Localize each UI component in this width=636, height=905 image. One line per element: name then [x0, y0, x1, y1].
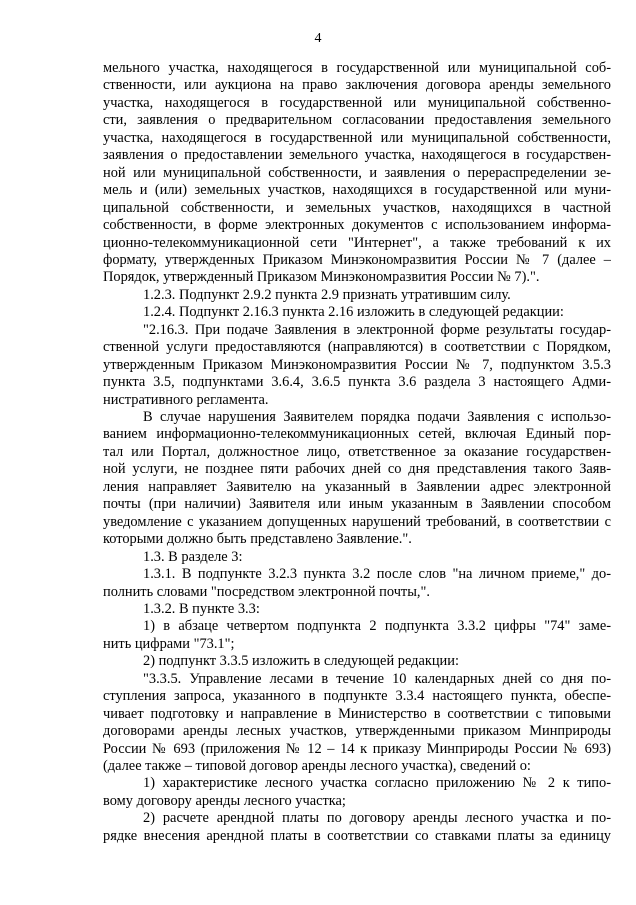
- text-line: рядке внесения арендной платы в соответствии со ставками платы за единицу: [103, 827, 611, 844]
- text-line: 1) характеристике лесного участка согласно приложению № 2 к типо-: [143, 775, 611, 792]
- text-line: В случае нарушения Заявителем порядка подачи Заявления с использо-: [143, 409, 611, 425]
- text-line: России № 693 (приложения № 12 – 14 к приказу Минприроды России № 693): [103, 740, 611, 757]
- text-line: вому договору аренды лесного участка;: [103, 792, 346, 809]
- text-line: полнить словами "посредством электронной почты,".: [103, 583, 430, 600]
- text-line: ционно-телекоммуникационной сети "Интернет", а также требований к их: [103, 234, 611, 251]
- text-line: мельного участка, находящегося в государственной или муниципальной соб-: [103, 60, 611, 76]
- text-line: сти, заявления о предварительном согласовании предоставления земельного: [103, 112, 611, 129]
- text-line: ственной услуги предоставляются (направляются) в соответствии с Порядком,: [103, 339, 611, 356]
- text-line: 1.2.4. Подпункт 2.16.3 пункта 2.16 изложить в следующей редакции:: [143, 304, 564, 321]
- text-line: участка, находящегося в государственной или муниципальной собственно-: [103, 94, 611, 111]
- text-line: Порядок, утвержденный Приказом Минэкономразвития России № 7).".: [103, 269, 540, 286]
- text-line: ципальной собственности, и земельных участков, находящихся в частной: [103, 199, 611, 216]
- text-line: 1.3. В разделе 3:: [143, 548, 243, 565]
- text-line: тал или Портал, должностное лицо, ответственное за оказание государствен-: [103, 443, 611, 460]
- text-line: утвержденным Приказом Минэкономразвития России № 7, подпунктом 3.5.3: [103, 356, 611, 373]
- text-line: пункта 3.5, подпунктами 3.6.4, 3.6.5 пункта 3.6 раздела 3 настоящего Адми-: [103, 374, 611, 391]
- text-line: 1.2.3. Подпункт 2.9.2 пункта 2.9 признать утратившим силу.: [143, 286, 511, 303]
- text-line: договорами аренды лесных участков, утвержденными приказом Минприроды: [103, 723, 611, 740]
- text-line: участка, находящегося в государственной или муниципальной собственности,: [103, 129, 611, 146]
- text-line: ственности, или аукциона на право заключения договора аренды земельного: [103, 77, 611, 94]
- text-line: (далее также – типовой договор аренды лесного участка), сведений о:: [103, 758, 531, 774]
- text-line: собственности, в форме электронных документов с использованием информа-: [103, 217, 611, 234]
- text-line: почты (при наличии) Заявителя или иным указанным в Заявлении способом: [103, 496, 611, 513]
- text-line: уведомление с указанием допущенных нарушений требований, в соответствии с: [103, 513, 611, 530]
- text-line: ной услуги, не позднее пяти рабочих дней со дня представления такого Заяв-: [103, 461, 611, 478]
- text-line: ления направляет Заявителю на указанный в Заявлении адрес электронной: [103, 478, 611, 495]
- text-line: "3.3.5. Управление лесами в течение 10 календарных дней со дня по-: [143, 670, 611, 687]
- text-line: формату, утвержденных Приказом Минэкономразвития России № 7 (далее –: [103, 251, 611, 268]
- text-line: 1.3.1. В подпункте 3.2.3 пункта 3.2 после слов "на личном приеме," до-: [143, 566, 611, 583]
- text-line: ной или муниципальной собственности, и заявления о перераспределении зе-: [103, 164, 611, 181]
- text-line: чивает подготовку и направление в Министерство в соответствии с типовыми: [103, 705, 611, 722]
- text-line: которыми должно быть представлено Заявление.".: [103, 531, 412, 548]
- text-line: нить цифрами "73.1";: [103, 635, 235, 652]
- text-line: 1.3.2. В пункте 3.3:: [143, 600, 260, 617]
- text-line: мель и (или) земельных участков, находящихся в государственной или муни-: [103, 182, 611, 199]
- page-number: 4: [314, 31, 322, 46]
- text-line: 2) подпункт 3.3.5 изложить в следующей редакции:: [143, 653, 459, 670]
- text-line: 1) в абзаце четвертом подпункта 2 подпункта 3.3.2 цифры "74" заме-: [143, 618, 611, 635]
- text-line: заявления о предоставлении земельного участка, находящегося в государствен-: [103, 147, 611, 164]
- text-line: нистративного регламента.: [103, 391, 269, 408]
- text-line: 2) расчете арендной платы по договору аренды лесного участка и по-: [143, 810, 611, 827]
- text-line: ванием информационно-телекоммуникационных сетей, включая Единый пор-: [103, 426, 611, 443]
- text-line: "2.16.3. При подаче Заявления в электронной форме результаты государ-: [143, 321, 611, 338]
- text-line: ступления запроса, указанного в подпункте 3.3.4 настоящего пункта, обеспе-: [103, 688, 611, 705]
